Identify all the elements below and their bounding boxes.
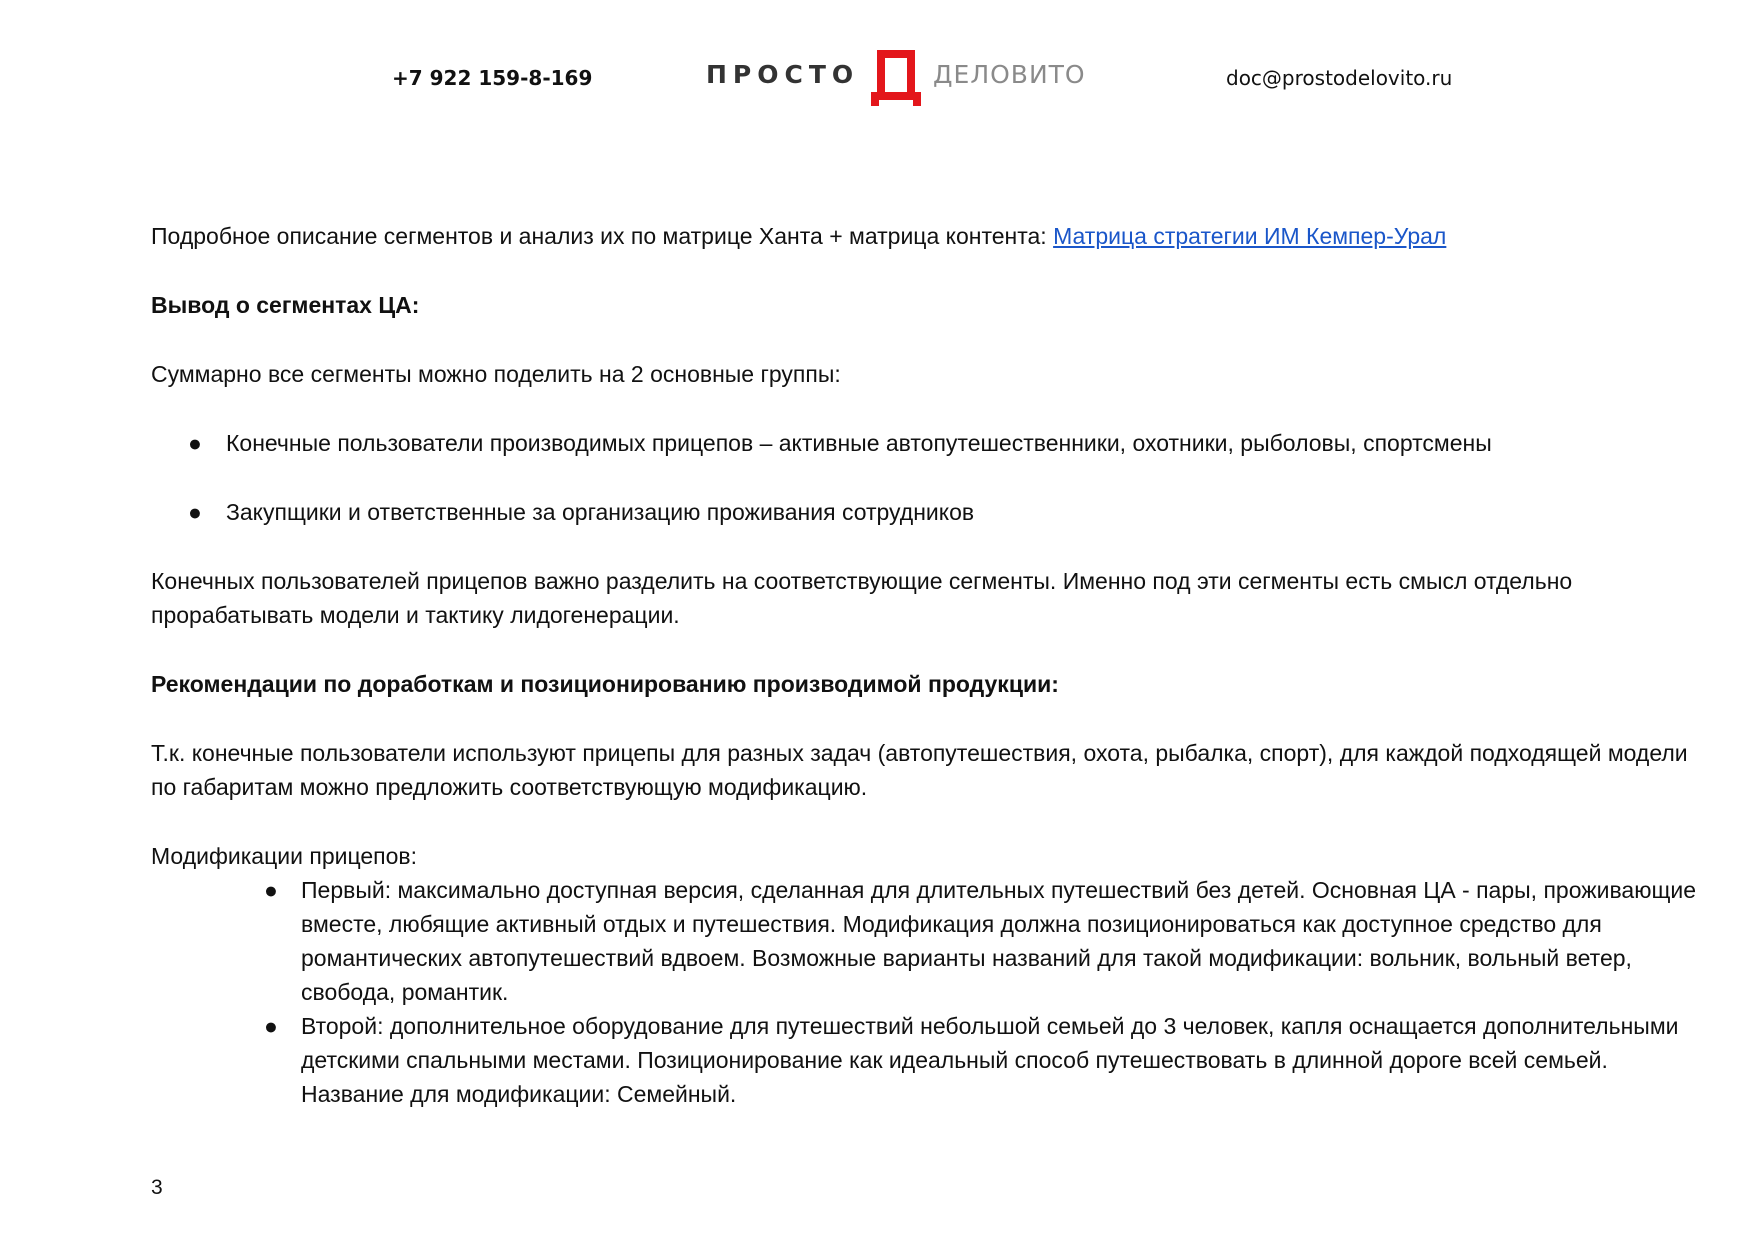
logo-mark-icon — [871, 50, 921, 106]
segments-heading: Вывод о сегментах ЦА: — [151, 292, 420, 318]
list-item-text: Второй: дополнительное оборудование для путешествий небольшой семьей до 3 человек, капля оснащается дополнительными детскими спальными местами. Позиционирование как идеальный способ путешествовать в длинной дороге всей семьей. Название для модификации: Семейный. — [301, 1013, 1679, 1107]
list-item — [151, 426, 1711, 460]
list-item — [151, 495, 1711, 529]
bullet-icon: ● — [188, 430, 202, 456]
logo-text-right: ДЕЛОВИТО — [933, 60, 1086, 89]
bullet-icon: ● — [264, 877, 278, 903]
list-item-text: Закупщики и ответственные за организацию проживания сотрудников — [226, 499, 975, 525]
list-item-text: Первый: максимально доступная версия, сделанная для длительных путешествий без детей. Основная ЦА - пары, проживающие вместе, любящие активный отдых и путешествия. Модификация должна позиционироваться как доступное средство для романтических автопутешествий вдвоем. Возможные варианты названий для такой модификации: вольник, вольный ветер, свобода, романтик. — [301, 877, 1697, 1005]
page-number: 3 — [151, 1176, 163, 1199]
list-item — [151, 1009, 1711, 1111]
bullet-icon: ● — [264, 1013, 278, 1039]
document-body — [151, 219, 1711, 1111]
intro-paragraph — [151, 219, 1711, 253]
modifications-list — [151, 873, 1711, 1111]
end-users-paragraph: Конечных пользователей прицепов важно разделить на соответствующие сегменты. Именно под эти сегменты есть смысл отдельно прорабатывать модели и тактику лидогенерации. — [151, 568, 1573, 628]
groups-intro: Суммарно все сегменты можно поделить на 2 основные группы: — [151, 361, 841, 387]
company-logo — [706, 50, 1096, 106]
logo-text-left: ПРОСТО — [706, 60, 860, 89]
header-email[interactable]: doc@prostodelovito.ru — [1226, 66, 1453, 90]
strategy-matrix-link[interactable]: Матрица стратегии ИМ Кемпер-Урал — [1053, 223, 1447, 249]
bullet-icon: ● — [188, 499, 202, 525]
recommendations-paragraph: Т.к. конечные пользователи используют прицепы для разных задач (автопутешествия, охота, рыбалка, спорт), для каждой подходящей модели по габаритам можно предложить соответствующую модификацию. — [151, 740, 1688, 800]
recommendations-heading: Рекомендации по доработкам и позиционированию производимой продукции: — [151, 671, 1059, 697]
groups-list — [151, 426, 1711, 529]
intro-text: Подробное описание сегментов и анализ их по матрице Ханта + матрица контента: — [151, 223, 1054, 249]
list-item-text: Конечные пользователи производимых прицепов – активные автопутешественники, охотники, рыболовы, спортсмены — [226, 430, 1492, 456]
list-item — [151, 873, 1711, 1009]
modifications-label: Модификации прицепов: — [151, 843, 418, 869]
header-phone[interactable]: +7 922 159-8-169 — [392, 66, 593, 90]
